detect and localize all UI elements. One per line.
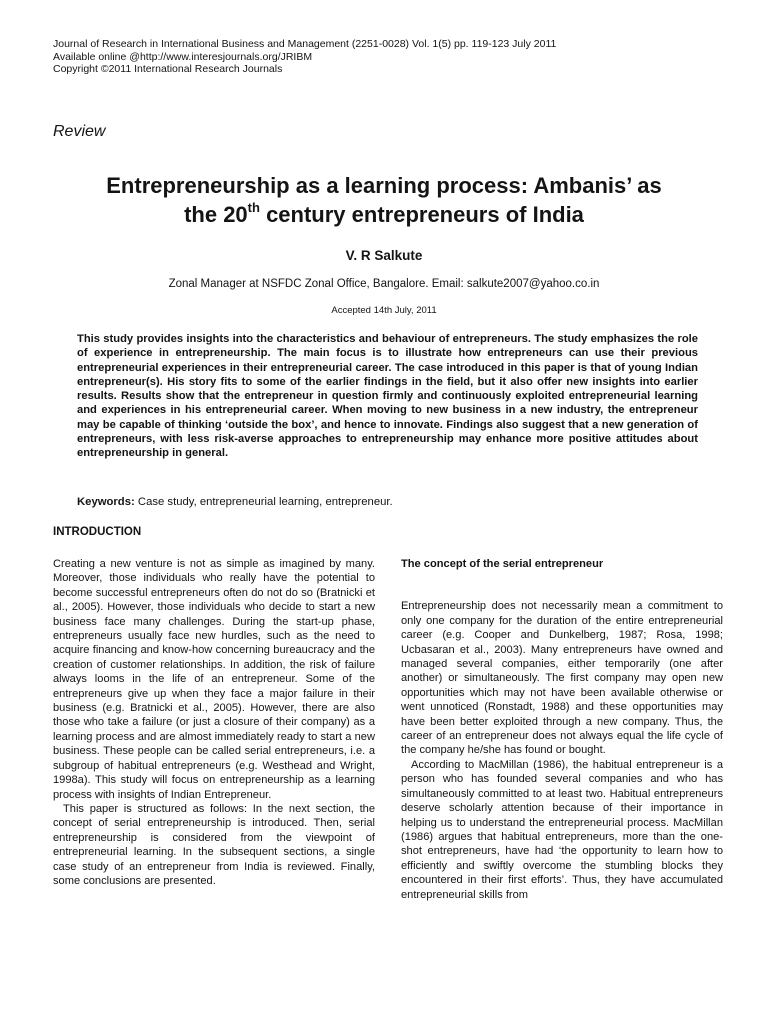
introduction-heading: INTRODUCTION: [53, 526, 142, 538]
keywords: [77, 496, 698, 508]
title-line-2: [40, 200, 728, 229]
title-line-2-end: century entrepreneurs of India: [259, 202, 584, 227]
right-column: [401, 557, 723, 902]
intro-paragraph-2: This paper is structured as follows: In the next section, the concept of serial entrepreneurship is introduced. Then, serial entrepreneurship is considered from the viewpoint of entrepreneurial learning. In the subsequent sections, a single case study of an entrepreneur from India is reviewed. Finally, some conclusions are presented.: [53, 802, 375, 887]
intro-paragraph-1: Creating a new venture is not as simple as imagined by many. Moreover, those individuals who really have the potential to become successful entrepreneurs often do not do so (Bratnicki et al., 2005). However, those individuals who decide to start a new business face many challenges. During the start-up phase, entrepreneurs usually face new hurdles, such as the need to acquire financing and know-how concerning bureaucracy and the creation of customer relationships. In addition, the risk of failure always looms in the life of an entrepreneur. Some of the entrepreneurs give up when they face a major failure in their business (e.g. Bratnicki et al., 2005). However, there are also those who take a failure (or just a closure of their company) as a learning process and are almost immediately ready to start a new business. These people can be called serial entrepreneurs, i.e. a subgroup of habitual entrepreneurs (e.g. Westhead and Wright, 1998a). This study will focus on entrepreneurship as a learning process with insights of Indian Entrepreneur.: [53, 558, 375, 801]
journal-copyright: Copyright ©2011 International Research Journals: [53, 63, 283, 75]
author-affiliation: Zonal Manager at NSFDC Zonal Office, Bangalore. Email: salkute2007@yahoo.co.in: [168, 278, 600, 290]
journal-availability: Available online @http://www.interesjournals.org/JRIBM: [53, 50, 313, 63]
section-label: Review: [53, 123, 106, 140]
keywords-text: Case study, entrepreneurial learning, entrepreneur.: [134, 496, 393, 508]
journal-citation: Journal of Research in International Business and Management (2251-0028) Vol. 1(5) pp. 119-123 July 2011: [53, 38, 557, 50]
title-line-2-start: the 20: [184, 202, 248, 227]
journal-header: [53, 38, 556, 76]
spacer: [401, 585, 723, 599]
abstract: This study provides insights into the characteristics and behaviour of entrepreneurs. The study emphasizes the role of experience in entrepreneurship. The main focus is to illustrate how entrepreneurs can use their previous entrepreneurial experiences in their entrepreneurial career. The case introduced in this paper is that of young Indian entrepreneur(s). His story fits to some of the earlier findings in the field, but it also offer new insights into earlier results. Results show that the entrepreneur in question firmly and continuously exploited entrepreneurial learning and experiences in his entrepreneurial career. When moving to new business in a new industry, the entrepreneur may be capable of thinking ‘outside the box’, and hence to innovate. Findings also suggest that a new generation of entrepreneurs, with less risk-averse approaches to entrepreneurship may enhance more positive attitudes about entrepreneurship in general.: [77, 333, 698, 460]
serial-paragraph-1: Entrepreneurship does not necessarily mean a commitment to only one company for the duration of the entire entrepreneurial career (e.g. Cooper and Dunkelberg, 1987; Rosa, 1998; Ucbasaran et al., 2003). Many entrepreneurs have owned and managed several companies, either temporarily (one after another) or simultaneously. The first company may open new opportunities which may not have been available otherwise or went unnoticed (Ronstadt, 1988) and these opportunities may have been better exploited through a new company. Thus, the career of an entrepreneur does not always equal the life cycle of the company he/she has found or bought.: [401, 600, 723, 757]
paper-title: [40, 171, 728, 229]
serial-entrepreneur-heading: The concept of the serial entrepreneur: [401, 558, 604, 570]
title-line-1: Entrepreneurship as a learning process: Ambanis’ as: [106, 173, 662, 198]
keywords-label: Keywords:: [77, 496, 135, 508]
accepted-date: Accepted 14th July, 2011: [331, 305, 437, 316]
author-name: V. R Salkute: [345, 248, 423, 263]
serial-paragraph-2: According to MacMillan (1986), the habitual entrepreneur is a person who has founded several companies and who has simultaneously committed to at least two. Habitual entrepreneurs deserve scholarly attention because of their importance in helping us to understand the entrepreneurial process. MacMillan (1986) argues that habitual entrepreneurs, more than the one-shot entrepreneurs, have had ‘the opportunity to learn how to efficiently and swiftly overcome the stumbling blocks they encountered in their first efforts’. Thus, they have accumulated entrepreneurial skills from: [401, 758, 723, 901]
title-superscript: th: [247, 199, 260, 215]
left-column: [53, 557, 375, 888]
